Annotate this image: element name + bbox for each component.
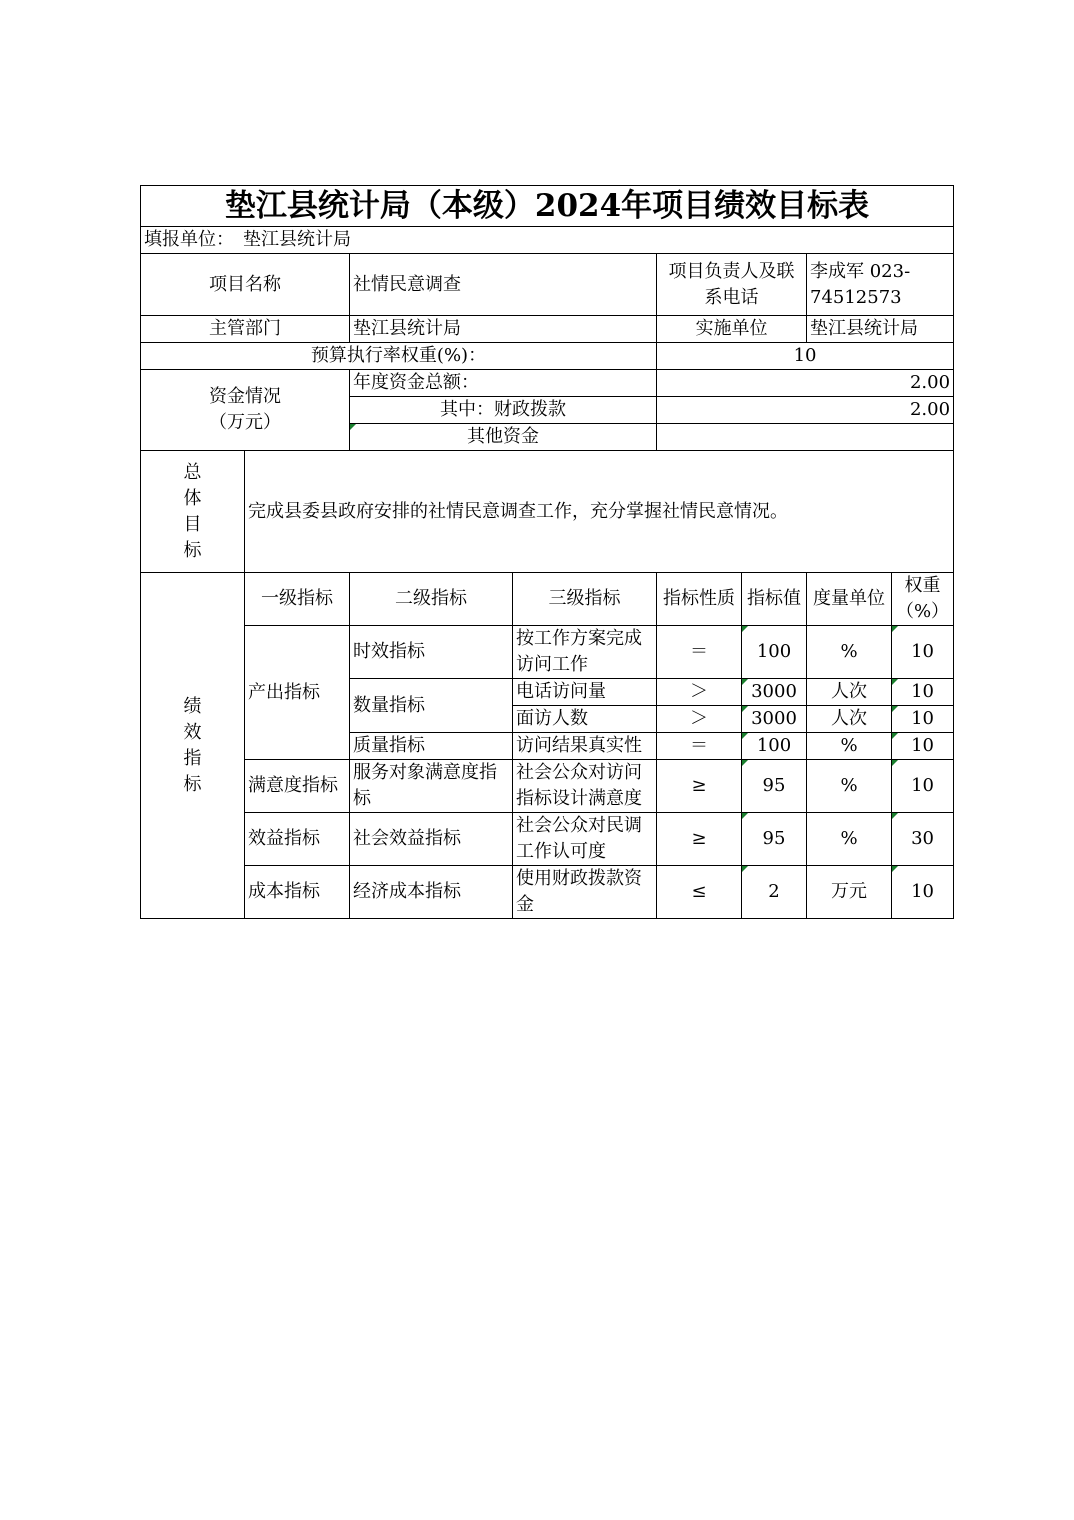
perf-label-char: 绩: [183, 695, 202, 717]
group-satisfaction: 满意度指标: [245, 760, 350, 813]
level2-quantity: 数量指标: [350, 679, 513, 733]
funds-label-line2: （万元）: [209, 412, 281, 433]
row-unit: 人次: [807, 706, 892, 733]
funds-total-value: 2.00: [657, 370, 954, 397]
row-nature: ＞: [657, 706, 742, 733]
perf-label-char: 指: [183, 747, 202, 769]
row-nature: ≥: [657, 760, 742, 813]
contact-value: 李成军 023-74512573: [807, 254, 954, 316]
budget-label: 预算执行率权重(%)：: [141, 343, 657, 370]
header-nature: 指标性质: [657, 573, 742, 626]
funds-fiscal-value: 2.00: [657, 397, 954, 424]
row-weight: 10: [892, 733, 954, 760]
row-value: 95: [742, 813, 807, 866]
row-value: 3000: [742, 706, 807, 733]
header-weight: 权重（%）: [892, 573, 954, 626]
row-value: 3000: [742, 679, 807, 706]
header-level1: 一级指标: [245, 573, 350, 626]
funds-label: [141, 370, 350, 451]
row-level3: 电话访问量: [513, 679, 657, 706]
row-unit: 万元: [807, 866, 892, 919]
filler-row: [141, 227, 954, 254]
row-nature: ＝: [657, 626, 742, 679]
row-unit: %: [807, 813, 892, 866]
budget-value: 10: [657, 343, 954, 370]
row-level3: 使用财政拨款资金: [513, 866, 657, 919]
goal-label-char: 体: [183, 487, 202, 509]
row-nature: ≥: [657, 813, 742, 866]
row-weight: 10: [892, 679, 954, 706]
overall-goal-text: 完成县委县政府安排的社情民意调查工作，充分掌握社情民意情况。: [245, 451, 954, 573]
filler-value: 垫江县统计局: [243, 229, 351, 250]
performance-target-table: [140, 185, 954, 919]
dept-value: 垫江县统计局: [350, 316, 657, 343]
perf-label-char: 标: [183, 773, 202, 795]
group-output: 产出指标: [245, 626, 350, 760]
header-level2: 二级指标: [350, 573, 513, 626]
funds-label-line1: 资金情况: [209, 386, 281, 407]
dept-label: 主管部门: [141, 316, 350, 343]
row-unit: %: [807, 760, 892, 813]
project-name-value: 社情民意调查: [350, 254, 657, 316]
level2-service: 服务对象满意度指标: [350, 760, 513, 813]
project-name-label: 项目名称: [141, 254, 350, 316]
impl-value: 垫江县统计局: [807, 316, 954, 343]
impl-label: 实施单位: [657, 316, 807, 343]
row-weight: 10: [892, 760, 954, 813]
funds-other-value: [657, 424, 954, 451]
group-cost: 成本指标: [245, 866, 350, 919]
header-unit: 度量单位: [807, 573, 892, 626]
level2-social: 社会效益指标: [350, 813, 513, 866]
row-unit: %: [807, 733, 892, 760]
row-weight: 10: [892, 706, 954, 733]
funds-fiscal-label: 其中：财政拨款: [350, 397, 657, 424]
page-title: 垫江县统计局（本级）2024年项目绩效目标表: [141, 186, 954, 227]
perf-indicator-label: [141, 573, 245, 919]
row-level3: 面访人数: [513, 706, 657, 733]
row-weight: 30: [892, 813, 954, 866]
row-value: 95: [742, 760, 807, 813]
funds-other-label: 其他资金: [350, 424, 657, 451]
row-level3: 社会公众对访问指标设计满意度: [513, 760, 657, 813]
row-value: 100: [742, 733, 807, 760]
goal-label-char: 标: [183, 539, 202, 561]
level2-quality: 质量指标: [350, 733, 513, 760]
filler-label: 填报单位：: [144, 229, 234, 250]
header-value: 指标值: [742, 573, 807, 626]
row-nature: ≤: [657, 866, 742, 919]
row-level3: 按工作方案完成访问工作: [513, 626, 657, 679]
funds-total-label: 年度资金总额：: [350, 370, 657, 397]
row-weight: 10: [892, 626, 954, 679]
goal-label-char: 目: [183, 513, 202, 535]
group-benefit: 效益指标: [245, 813, 350, 866]
goal-label-char: 总: [183, 461, 202, 483]
row-nature: ＞: [657, 679, 742, 706]
row-value: 100: [742, 626, 807, 679]
row-weight: 10: [892, 866, 954, 919]
level2-timeliness: 时效指标: [350, 626, 513, 679]
row-unit: 人次: [807, 679, 892, 706]
level2-economic: 经济成本指标: [350, 866, 513, 919]
header-level3: 三级指标: [513, 573, 657, 626]
overall-goal-label: [141, 451, 245, 573]
row-value: 2: [742, 866, 807, 919]
perf-label-char: 效: [183, 721, 202, 743]
row-unit: %: [807, 626, 892, 679]
row-nature: ＝: [657, 733, 742, 760]
contact-label: 项目负责人及联系电话: [657, 254, 807, 316]
row-level3: 社会公众对民调工作认可度: [513, 813, 657, 866]
row-level3: 访问结果真实性: [513, 733, 657, 760]
